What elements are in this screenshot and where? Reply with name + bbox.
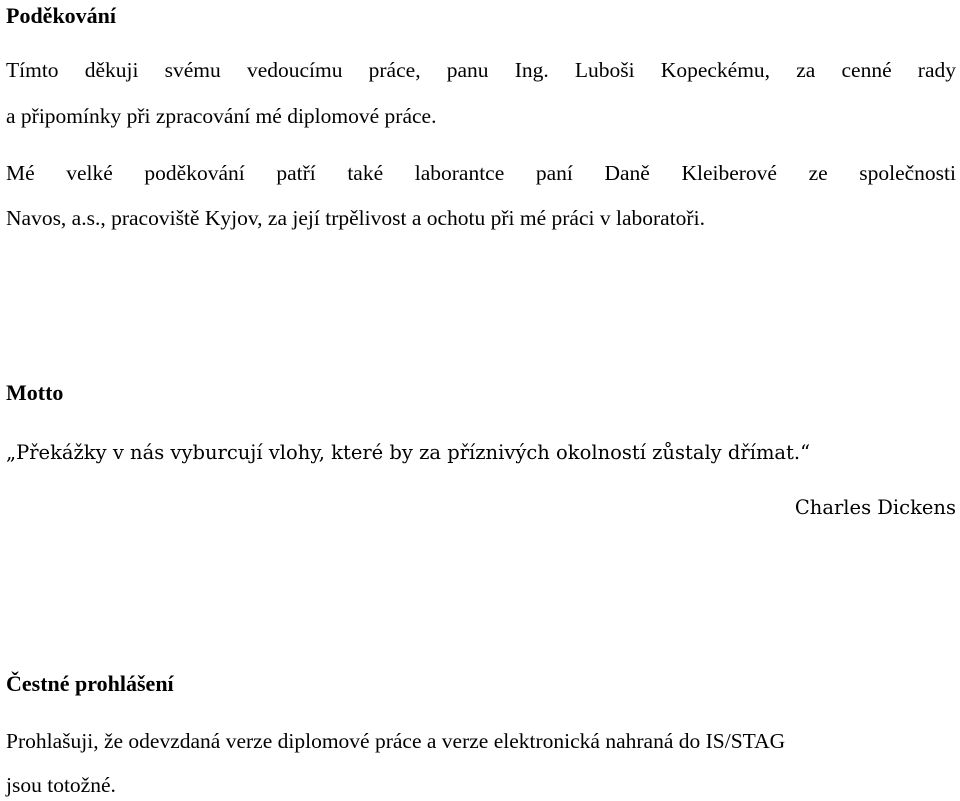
motto-author: Charles Dickens <box>794 496 956 519</box>
motto-quote: „Překážky v nás vyburcují vlohy, které by za příznivých okolností zůstaly dřímat.“ <box>6 441 811 464</box>
motto-heading: Motto <box>6 380 64 405</box>
declaration-line-1: Prohlašuji, že odevzdaná verze diplomové práce a verze elektronická nahraná do IS/STAG <box>6 729 786 753</box>
acknowledgement-paragraph-1-line-1: Tímto děkuji svému vedoucímu práce, panu Ing. Luboši Kopeckému, za cenné rady <box>6 58 956 82</box>
acknowledgement-heading: Poděkování <box>6 3 117 28</box>
declaration-line-2: jsou totožné. <box>6 773 116 797</box>
acknowledgement-paragraph-2-line-1: Mé velké poděkování patří také laborantce paní Daně Kleiberové ze společnosti <box>6 161 956 185</box>
acknowledgement-paragraph-2-line-2: Navos, a.s., pracoviště Kyjov, za její trpělivost a ochotu při mé práci v laboratoři. <box>6 206 705 230</box>
declaration-heading: Čestné prohlášení <box>6 671 174 696</box>
acknowledgement-paragraph-1-line-2: a připomínky při zpracování mé diplomové práce. <box>6 104 437 128</box>
